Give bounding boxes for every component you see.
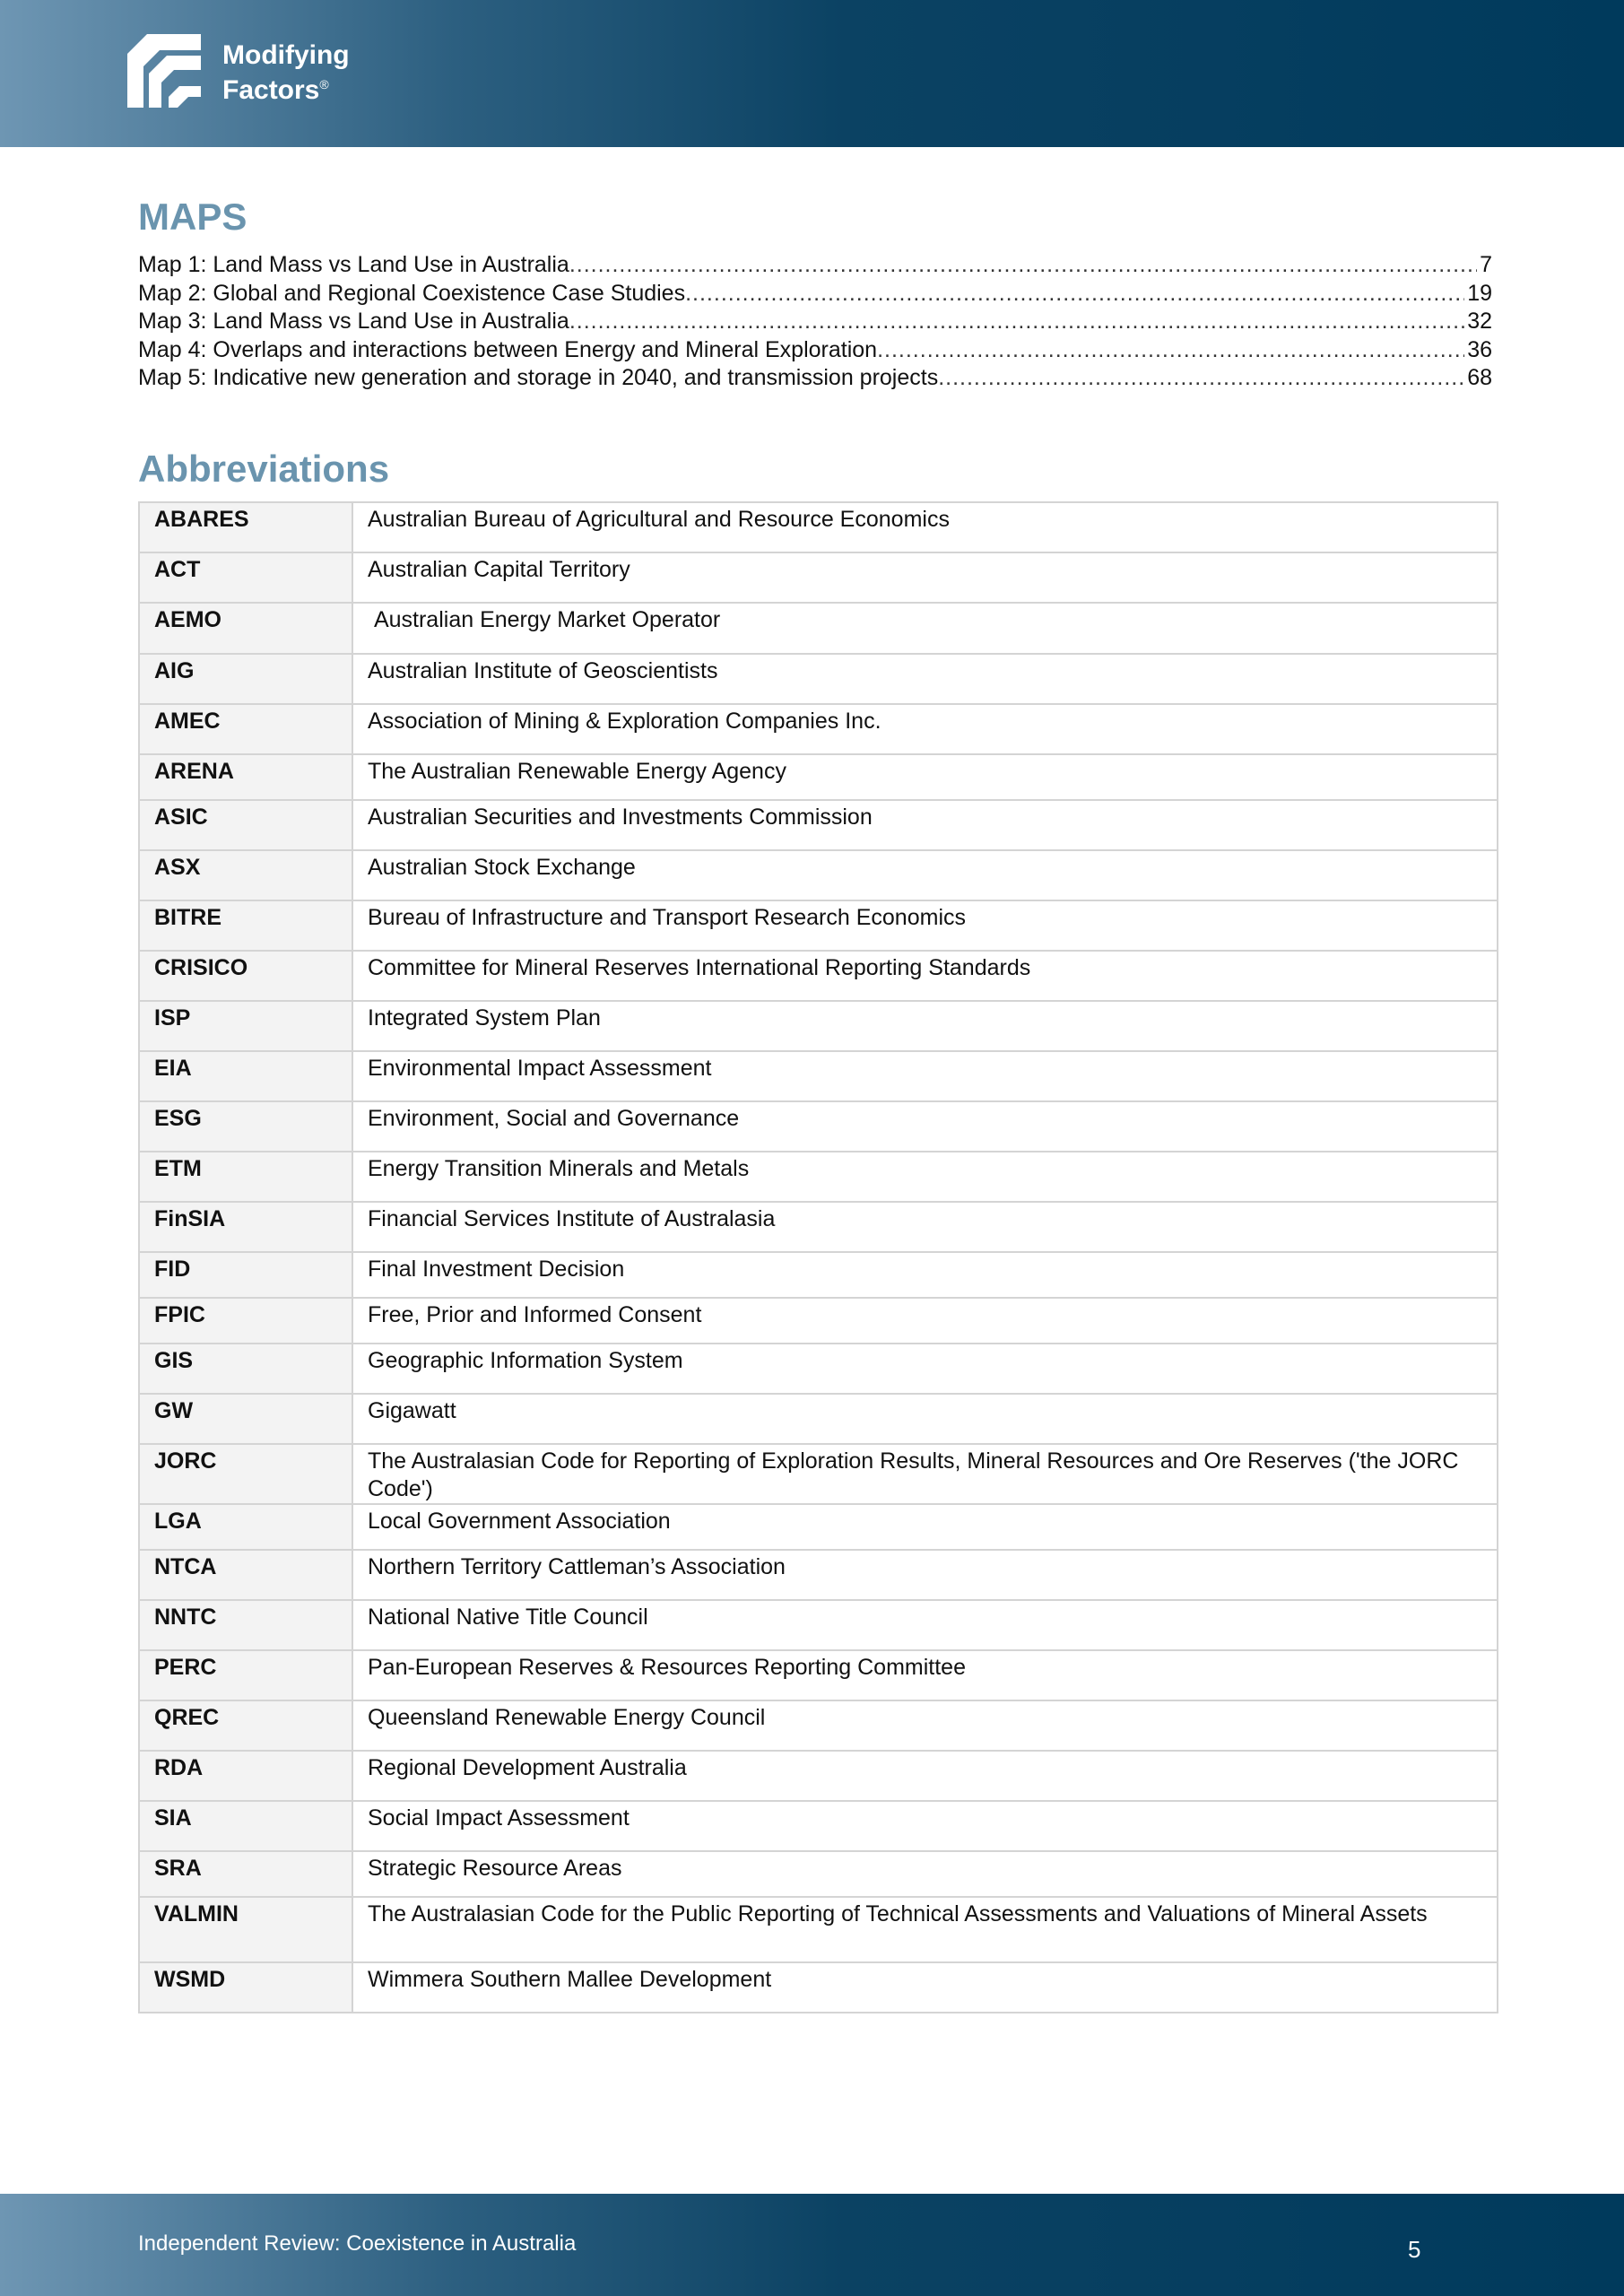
abbreviation-definition: Geographic Information System: [352, 1344, 1498, 1394]
abbreviation-row: [139, 1897, 1498, 1962]
abbreviation-definition: Local Government Association: [352, 1504, 1498, 1550]
toc-entry[interactable]: [138, 336, 1492, 365]
toc-entry-label: Map 3: Land Mass vs Land Use in Australia: [138, 309, 569, 335]
abbreviation-definition: Final Investment Decision: [352, 1252, 1498, 1298]
toc-entry[interactable]: [138, 251, 1492, 280]
abbreviation-row: [139, 1252, 1498, 1298]
abbreviation-definition: Committee for Mineral Reserves International Reporting Standards: [352, 951, 1498, 1001]
abbreviation-term: GW: [139, 1394, 352, 1444]
abbreviation-definition: Social Impact Assessment: [352, 1801, 1498, 1851]
abbreviations-heading: Abbreviations: [138, 448, 390, 490]
abbreviation-row: [139, 951, 1498, 1001]
abbreviation-definition: Strategic Resource Areas: [352, 1851, 1498, 1897]
toc-entry-page: 36: [1467, 336, 1492, 362]
page-footer: [0, 2194, 1624, 2296]
toc-entry-label: Map 1: Land Mass vs Land Use in Australia: [138, 252, 569, 277]
abbreviation-row: [139, 850, 1498, 900]
abbreviation-row: [139, 603, 1498, 654]
toc-entry[interactable]: [138, 308, 1492, 336]
abbreviation-definition: Australian Securities and Investments Commission: [352, 800, 1498, 850]
abbreviation-term: AIG: [139, 654, 352, 704]
toc-entry-page: 7: [1480, 252, 1492, 277]
footer-title: Independent Review: Coexistence in Australia: [138, 2231, 577, 2256]
toc-dot-leader: [877, 336, 1464, 365]
abbreviation-term: ISP: [139, 1001, 352, 1051]
abbreviation-term: NTCA: [139, 1550, 352, 1600]
toc-entry-page: 68: [1467, 365, 1492, 391]
abbreviation-definition: Australian Energy Market Operator: [352, 603, 1498, 654]
abbreviation-term: FID: [139, 1252, 352, 1298]
abbreviation-term: AEMO: [139, 603, 352, 654]
abbreviation-term: QREC: [139, 1700, 352, 1751]
abbreviation-term: SIA: [139, 1801, 352, 1851]
abbreviation-term: NNTC: [139, 1600, 352, 1650]
abbreviation-row: [139, 552, 1498, 603]
toc-dot-leader: [569, 251, 1477, 280]
logo-mark-icon: [127, 34, 201, 108]
abbreviation-term: SRA: [139, 1851, 352, 1897]
abbreviation-term: EIA: [139, 1051, 352, 1101]
abbreviation-row: [139, 800, 1498, 850]
toc-entry[interactable]: [138, 364, 1492, 393]
abbreviation-definition: Australian Stock Exchange: [352, 850, 1498, 900]
abbreviation-definition: Environment, Social and Governance: [352, 1101, 1498, 1152]
abbreviation-row: [139, 1444, 1498, 1504]
abbreviation-definition: Integrated System Plan: [352, 1001, 1498, 1051]
abbreviation-term: ESG: [139, 1101, 352, 1152]
abbreviation-definition: The Australasian Code for the Public Reporting of Technical Assessments and Valuations of Mineral Assets: [352, 1897, 1498, 1962]
abbreviation-term: FinSIA: [139, 1202, 352, 1252]
maps-heading: MAPS: [138, 196, 248, 238]
page-header: [0, 0, 1624, 147]
abbreviation-definition: Australian Institute of Geoscientists: [352, 654, 1498, 704]
abbreviation-term: AMEC: [139, 704, 352, 754]
abbreviation-definition: The Australian Renewable Energy Agency: [352, 754, 1498, 800]
toc-entry[interactable]: [138, 280, 1492, 309]
abbreviation-term: FPIC: [139, 1298, 352, 1344]
abbreviation-term: ABARES: [139, 502, 352, 552]
page-number: 5: [1408, 2236, 1421, 2263]
abbreviation-row: [139, 1650, 1498, 1700]
toc-dot-leader: [569, 308, 1464, 336]
abbreviation-row: [139, 1101, 1498, 1152]
abbreviation-term: PERC: [139, 1650, 352, 1700]
toc-dot-leader: [685, 280, 1464, 309]
abbreviation-definition: Financial Services Institute of Australasia: [352, 1202, 1498, 1252]
abbreviation-row: [139, 1051, 1498, 1101]
abbreviation-definition: Free, Prior and Informed Consent: [352, 1298, 1498, 1344]
abbreviation-term: ARENA: [139, 754, 352, 800]
toc-entry-page: 19: [1467, 280, 1492, 306]
abbreviation-term: ETM: [139, 1152, 352, 1202]
abbreviation-row: [139, 502, 1498, 552]
abbreviation-row: [139, 1152, 1498, 1202]
abbreviation-row: [139, 1751, 1498, 1801]
abbreviation-term: GIS: [139, 1344, 352, 1394]
abbreviation-term: ASX: [139, 850, 352, 900]
abbreviation-term: LGA: [139, 1504, 352, 1550]
abbreviation-definition: Wimmera Southern Mallee Development: [352, 1962, 1498, 2013]
company-logo: [127, 34, 360, 109]
abbreviation-term: BITRE: [139, 900, 352, 951]
abbreviations-table: [138, 501, 1498, 2013]
abbreviation-row: [139, 1801, 1498, 1851]
abbreviation-definition: National Native Title Council: [352, 1600, 1498, 1650]
abbreviation-term: RDA: [139, 1751, 352, 1801]
logo-line-2: Factors: [222, 75, 320, 105]
abbreviation-definition: Energy Transition Minerals and Metals: [352, 1152, 1498, 1202]
logo-wordmark: [222, 41, 350, 105]
abbreviation-term: ACT: [139, 552, 352, 603]
abbreviation-definition: Queensland Renewable Energy Council: [352, 1700, 1498, 1751]
toc-entry-label: Map 2: Global and Regional Coexistence Case Studies: [138, 280, 686, 306]
abbreviation-definition: Pan-European Reserves & Resources Reporting Committee: [352, 1650, 1498, 1700]
abbreviation-row: [139, 1394, 1498, 1444]
abbreviation-term: VALMIN: [139, 1897, 352, 1962]
abbreviation-row: [139, 1550, 1498, 1600]
abbreviation-definition: Australian Capital Territory: [352, 552, 1498, 603]
logo-line-1: Modifying: [222, 40, 350, 70]
maps-table-of-contents: [138, 251, 1492, 393]
abbreviation-row: [139, 654, 1498, 704]
abbreviation-term: ASIC: [139, 800, 352, 850]
abbreviation-row: [139, 1344, 1498, 1394]
registered-mark: ®: [319, 77, 329, 91]
abbreviation-term: CRISICO: [139, 951, 352, 1001]
abbreviation-row: [139, 1298, 1498, 1344]
abbreviation-row: [139, 1202, 1498, 1252]
abbreviation-row: [139, 704, 1498, 754]
abbreviation-row: [139, 754, 1498, 800]
abbreviation-definition: Bureau of Infrastructure and Transport Research Economics: [352, 900, 1498, 951]
abbreviation-row: [139, 900, 1498, 951]
toc-entry-page: 32: [1467, 309, 1492, 335]
abbreviation-definition: Regional Development Australia: [352, 1751, 1498, 1801]
toc-entry-label: Map 5: Indicative new generation and storage in 2040, and transmission projects: [138, 365, 939, 391]
abbreviation-term: JORC: [139, 1444, 352, 1504]
abbreviation-row: [139, 1962, 1498, 2013]
toc-dot-leader: [938, 364, 1464, 393]
abbreviation-definition: Association of Mining & Exploration Companies Inc.: [352, 704, 1498, 754]
abbreviation-definition: Environmental Impact Assessment: [352, 1051, 1498, 1101]
abbreviation-row: [139, 1851, 1498, 1897]
abbreviation-definition: The Australasian Code for Reporting of Exploration Results, Mineral Resources and Ore Reserves ('the JORC Code'): [352, 1444, 1498, 1504]
abbreviation-definition: Gigawatt: [352, 1394, 1498, 1444]
abbreviation-definition: Australian Bureau of Agricultural and Resource Economics: [352, 502, 1498, 552]
abbreviation-row: [139, 1504, 1498, 1550]
abbreviation-term: WSMD: [139, 1962, 352, 2013]
abbreviation-row: [139, 1001, 1498, 1051]
abbreviation-row: [139, 1700, 1498, 1751]
abbreviation-row: [139, 1600, 1498, 1650]
abbreviation-definition: Northern Territory Cattleman’s Association: [352, 1550, 1498, 1600]
toc-entry-label: Map 4: Overlaps and interactions between Energy and Mineral Exploration: [138, 336, 878, 362]
